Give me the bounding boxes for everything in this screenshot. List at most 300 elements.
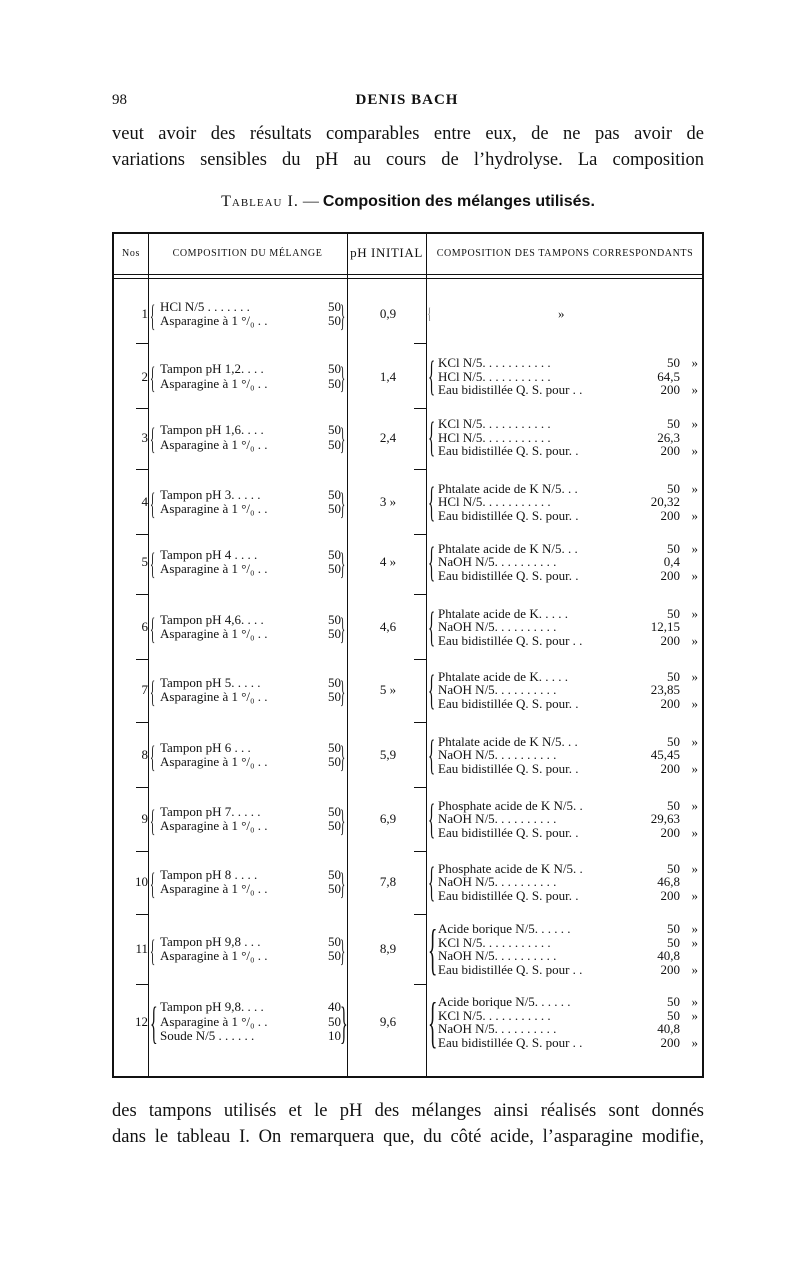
buffer-label: NaOH N/5. . . . . . . . . . xyxy=(438,747,557,763)
buffer-composition xyxy=(438,482,702,523)
table-row xyxy=(114,349,702,404)
buffer-value: 23,85 xyxy=(650,682,680,698)
table-row xyxy=(114,410,702,465)
brace-mark: } xyxy=(340,802,346,838)
brace-mark: } xyxy=(340,421,346,456)
buffer-line xyxy=(438,862,702,876)
buffer-line xyxy=(438,812,702,826)
buffer-value: 200 xyxy=(660,1034,680,1050)
buffer-value: 50 xyxy=(667,480,680,496)
buffer-line xyxy=(438,799,702,813)
mixture-line xyxy=(160,882,345,897)
row-number: 1 xyxy=(141,306,148,321)
brace-mark: { xyxy=(150,673,156,709)
buffer-composition xyxy=(438,356,702,397)
buffer-value: 50 xyxy=(667,994,680,1009)
row-separator xyxy=(136,343,148,344)
buffer-unit: » xyxy=(691,797,698,813)
row-separator xyxy=(414,408,426,409)
buffer-label: Acide borique N/5. . . . . . xyxy=(438,994,571,1009)
mixture-label: Tampon pH 3. . . . . xyxy=(160,486,261,502)
row-separator xyxy=(136,914,148,915)
buffer-unit: » xyxy=(691,1007,698,1023)
text-line: veut avoir des résultats comparables entre eux, de ne pas avoir de xyxy=(112,124,704,144)
mixture-label: Asparagine à 1 °/₀ . . xyxy=(160,948,268,963)
buffer-value: 12,15 xyxy=(650,619,680,635)
mixture-quantity: 50 xyxy=(328,818,341,833)
running-head: DENIS BACH xyxy=(355,92,459,108)
buffer-unit: » xyxy=(691,824,698,840)
brace-mark: { xyxy=(150,297,156,333)
brace-mark: } xyxy=(340,738,346,774)
mixture-composition xyxy=(160,297,346,333)
initial-ph: 4,6 xyxy=(379,619,397,634)
mixture-quantity: 50 xyxy=(328,422,341,437)
brace-mark: { xyxy=(150,360,156,395)
mixture-label: Tampon pH 6 . . . xyxy=(160,739,251,755)
row-separator xyxy=(136,469,148,470)
row-number: 9 xyxy=(141,811,148,826)
row-separator xyxy=(414,984,426,985)
table-row xyxy=(114,918,702,980)
buffer-value: 200 xyxy=(660,824,680,840)
mixture-line xyxy=(160,1029,345,1044)
buffer-label: HCl N/5. . . . . . . . . . . xyxy=(438,494,551,510)
buffer-unit: » xyxy=(691,921,698,936)
buffer-label: Eau bidistillée Q. S. pour. . xyxy=(438,887,579,903)
buffer-line xyxy=(438,683,702,697)
buffer-label: NaOH N/5. . . . . . . . . . xyxy=(438,554,557,570)
mixture-line xyxy=(160,438,345,453)
buffer-value: 200 xyxy=(660,507,680,523)
buffer-label: Eau bidistillée Q. S. pour. . xyxy=(438,507,579,523)
brace-mark: } xyxy=(340,673,346,709)
buffer-value: 40,8 xyxy=(657,1021,680,1036)
brace-mark: { xyxy=(428,919,438,981)
buffer-unit: » xyxy=(691,382,698,398)
brace-mark: } xyxy=(340,485,346,521)
mixture-quantity: 50 xyxy=(328,313,341,328)
buffer-line xyxy=(438,509,702,523)
mixture-line xyxy=(160,868,345,883)
mixture-line xyxy=(160,502,345,517)
mixture-composition xyxy=(160,1000,345,1044)
initial-ph: 6,9 xyxy=(379,811,397,826)
buffer-value: 26,3 xyxy=(657,429,680,445)
initial-ph: 7,8 xyxy=(379,874,397,889)
mixture-line xyxy=(160,1000,345,1015)
buffer-unit: » xyxy=(691,605,698,621)
buffer-line xyxy=(438,1009,702,1023)
buffer-label: Eau bidistillée Q. S. pour. . xyxy=(438,567,579,583)
buffer-unit: » xyxy=(691,934,698,950)
composition-table xyxy=(112,232,704,1078)
buffer-value: 50 xyxy=(667,668,680,684)
mixture-line xyxy=(160,1015,345,1030)
buffer-value: 50 xyxy=(667,540,680,556)
buffer-value: 200 xyxy=(660,695,680,711)
mixture-label: Soude N/5 . . . . . . xyxy=(160,1028,255,1044)
brace-mark: { xyxy=(150,802,156,838)
buffer-line xyxy=(438,307,702,321)
mixture-line xyxy=(160,805,345,820)
mixture-line xyxy=(160,377,345,392)
buffer-composition xyxy=(438,995,702,1049)
buffer-line xyxy=(438,762,702,776)
header-buffers: COMPOSITION DES TAMPONS CORRESPONDANTS xyxy=(436,248,694,259)
brace-mark: { xyxy=(150,738,156,774)
buffer-line xyxy=(438,482,702,496)
intro-paragraph xyxy=(112,121,704,173)
mixture-composition xyxy=(160,485,346,521)
row-number: 11 xyxy=(135,941,148,956)
buffer-label: NaOH N/5. . . . . . . . . . xyxy=(438,874,557,890)
table-row xyxy=(114,986,702,1058)
row-number: 4 xyxy=(141,494,148,509)
brace-mark: } xyxy=(340,297,346,333)
buffer-line xyxy=(438,444,702,458)
buffer-value: 50 xyxy=(667,733,680,749)
mixture-quantity: 50 xyxy=(328,754,341,769)
buffer-line xyxy=(438,417,702,431)
buffer-line xyxy=(438,995,702,1009)
table-row xyxy=(114,662,702,718)
table-row xyxy=(114,289,702,339)
buffer-line xyxy=(438,949,702,963)
buffer-label: » xyxy=(558,306,565,322)
mixture-line xyxy=(160,613,345,628)
buffer-value: 200 xyxy=(660,382,680,398)
row-number: 7 xyxy=(141,682,148,697)
buffer-composition xyxy=(438,735,702,776)
buffer-label: KCl N/5. . . . . . . . . . . xyxy=(438,934,551,950)
row-separator xyxy=(136,722,148,723)
buffer-line xyxy=(438,735,702,749)
mixture-quantity: 50 xyxy=(328,546,341,562)
mixture-label: Asparagine à 1 °/₀ . . xyxy=(160,1013,268,1029)
row-separator xyxy=(414,594,426,595)
brace-mark: { xyxy=(428,992,438,1054)
row-separator xyxy=(414,343,426,344)
row-separator xyxy=(136,659,148,660)
buffer-line xyxy=(438,697,702,711)
mixture-quantity: 50 xyxy=(328,561,341,576)
mixture-quantity: 50 xyxy=(328,298,341,314)
brace-mark: } xyxy=(340,545,346,581)
page-number: 98 xyxy=(112,92,127,108)
header-number: Nos xyxy=(122,248,140,259)
mixture-label: Tampon pH 1,2. . . . xyxy=(160,361,264,376)
mixture-line xyxy=(160,741,345,756)
initial-ph: 5 » xyxy=(379,682,397,697)
brace-mark: { xyxy=(428,666,436,714)
buffer-value: 45,45 xyxy=(650,747,680,763)
buffer-value: 200 xyxy=(660,567,680,583)
buffer-unit: » xyxy=(691,443,698,459)
header-rule xyxy=(114,278,702,279)
buffer-unit: » xyxy=(691,961,698,977)
brace-mark: { xyxy=(150,932,156,968)
mixture-quantity: 10 xyxy=(328,1028,341,1044)
mixture-quantity: 50 xyxy=(328,739,341,755)
mixture-line xyxy=(160,423,345,438)
buffer-unit: » xyxy=(691,860,698,876)
mixture-quantity: 50 xyxy=(328,361,341,376)
caption-label: Tableau I. xyxy=(221,193,299,210)
buffer-value: 200 xyxy=(660,632,680,648)
buffer-line xyxy=(438,670,702,684)
buffer-unit: » xyxy=(691,480,698,496)
mixture-label: Tampon pH 9,8 . . . xyxy=(160,933,261,949)
buffer-value: 40,8 xyxy=(657,948,680,963)
row-number: 6 xyxy=(141,619,148,634)
buffer-unit: » xyxy=(691,668,698,684)
brace-mark: { xyxy=(150,865,156,901)
buffer-label: NaOH N/5. . . . . . . . . . xyxy=(438,811,557,827)
initial-ph: 0,9 xyxy=(379,306,397,321)
buffer-label: KCl N/5. . . . . . . . . . . xyxy=(438,1007,551,1023)
buffer-line xyxy=(438,542,702,556)
initial-ph: 1,4 xyxy=(379,368,397,384)
buffer-label: Eau bidistillée Q. S. pour. . xyxy=(438,443,579,459)
buffer-label: NaOH N/5. . . . . . . . . . xyxy=(438,948,557,963)
row-number: 2 xyxy=(141,368,148,384)
buffer-line xyxy=(438,826,702,840)
table-row xyxy=(114,474,702,530)
row-separator xyxy=(414,787,426,788)
buffer-label: HCl N/5. . . . . . . . . . . xyxy=(438,368,551,384)
mixture-label: Asparagine à 1 °/₀ . . xyxy=(160,561,268,576)
buffer-line xyxy=(438,383,702,397)
buffer-value: 50 xyxy=(667,934,680,950)
brace-mark: { xyxy=(428,414,436,462)
buffer-composition xyxy=(438,799,702,840)
brace-mark: { xyxy=(428,731,436,779)
brace-mark: } xyxy=(340,997,348,1049)
buffer-unit: » xyxy=(691,994,698,1009)
mixture-line xyxy=(160,362,345,377)
buffer-unit: » xyxy=(691,632,698,648)
buffer-unit: » xyxy=(691,416,698,432)
brace-mark: { xyxy=(150,545,156,581)
row-number: 12 xyxy=(135,1014,148,1029)
initial-ph: 2,4 xyxy=(379,429,397,445)
mixture-line xyxy=(160,949,345,964)
buffer-line xyxy=(438,748,702,762)
buffer-value: 200 xyxy=(660,443,680,459)
mixture-composition xyxy=(160,421,346,456)
buffer-composition xyxy=(438,542,702,583)
mixture-composition xyxy=(160,545,346,581)
row-separator xyxy=(136,851,148,852)
buffer-value: 200 xyxy=(660,760,680,776)
mixture-label: Tampon pH 4 . . . . xyxy=(160,546,258,562)
page-header xyxy=(112,92,702,114)
buffer-value: 50 xyxy=(667,605,680,621)
buffer-value: 50 xyxy=(667,416,680,432)
buffer-label: KCl N/5. . . . . . . . . . . xyxy=(438,355,551,371)
buffer-line xyxy=(438,1036,702,1050)
mixture-label: Tampon pH 8 . . . . xyxy=(160,866,258,882)
mixture-label: Tampon pH 4,6. . . . xyxy=(160,611,264,627)
brace-mark: { xyxy=(428,795,436,843)
mixture-label: Asparagine à 1 °/₀ . . xyxy=(160,313,268,328)
buffer-label: Phtalate acide de K. . . . . xyxy=(438,668,568,684)
buffer-label: Eau bidistillée Q. S. pour. . xyxy=(438,695,579,711)
buffer-composition xyxy=(438,862,702,903)
mixture-composition xyxy=(160,360,346,395)
table-row xyxy=(114,727,702,783)
buffer-composition xyxy=(438,607,702,648)
buffer-unit: » xyxy=(691,507,698,523)
mixture-label: Asparagine à 1 °/₀ . . xyxy=(160,754,268,769)
mixture-composition xyxy=(160,865,346,901)
row-number: 5 xyxy=(141,554,148,569)
buffer-value: 50 xyxy=(667,1007,680,1023)
mixture-composition xyxy=(160,802,346,838)
mixture-line xyxy=(160,755,345,770)
text-line: dans le tableau I. On remarquera que, du côté acide, l’asparagine modifie, xyxy=(112,1127,704,1147)
buffer-line xyxy=(438,963,702,977)
mixture-quantity: 50 xyxy=(328,933,341,949)
buffer-label: NaOH N/5. . . . . . . . . . xyxy=(438,1021,557,1036)
mixture-quantity: 50 xyxy=(328,689,341,704)
mixture-label: Asparagine à 1 °/₀ . . xyxy=(160,689,268,704)
buffer-line xyxy=(438,875,702,889)
mixture-line xyxy=(160,935,345,950)
initial-ph: 4 » xyxy=(379,554,397,569)
header-mixture: COMPOSITION DU MÉLANGE xyxy=(172,248,323,259)
buffer-label: Phtalate acide de K N/5. . . xyxy=(438,480,578,496)
row-separator xyxy=(136,408,148,409)
brace-mark: { xyxy=(428,306,431,324)
buffer-label: Phtalate acide de K N/5. . . xyxy=(438,733,578,749)
buffer-value: 46,8 xyxy=(657,874,680,890)
mixture-quantity: 50 xyxy=(328,611,341,627)
brace-mark: { xyxy=(428,603,436,651)
table-caption xyxy=(112,193,704,211)
mixture-label: Tampon pH 1,6. . . . xyxy=(160,422,264,437)
brace-mark: { xyxy=(428,353,436,401)
buffer-line xyxy=(438,620,702,634)
buffer-label: KCl N/5. . . . . . . . . . . xyxy=(438,416,551,432)
buffer-composition xyxy=(438,307,702,321)
buffer-unit: » xyxy=(691,1034,698,1050)
mixture-composition xyxy=(160,610,346,646)
header-ph: pH INITIAL xyxy=(350,245,423,260)
initial-ph: 8,9 xyxy=(379,941,397,956)
mixture-quantity: 50 xyxy=(328,674,341,690)
buffer-line xyxy=(438,936,702,950)
buffer-line xyxy=(438,356,702,370)
buffer-label: NaOH N/5. . . . . . . . . . xyxy=(438,682,557,698)
initial-ph: 3 » xyxy=(379,494,397,509)
mixture-line xyxy=(160,819,345,834)
row-separator xyxy=(136,787,148,788)
buffer-label: Eau bidistillée Q. S. pour . . xyxy=(438,1034,583,1050)
buffer-label: NaOH N/5. . . . . . . . . . xyxy=(438,619,557,635)
buffer-line xyxy=(438,569,702,583)
buffer-label: Eau bidistillée Q. S. pour . . xyxy=(438,632,583,648)
row-separator xyxy=(414,469,426,470)
brace-mark: { xyxy=(150,485,156,521)
buffer-value: 20,32 xyxy=(650,494,680,510)
buffer-line xyxy=(438,370,702,384)
buffer-unit: » xyxy=(691,887,698,903)
table-row xyxy=(114,599,702,655)
buffer-line xyxy=(438,495,702,509)
brace-mark: { xyxy=(150,997,158,1049)
mixture-label: Asparagine à 1 °/₀ . . xyxy=(160,375,268,391)
mixture-composition xyxy=(160,738,346,774)
brace-mark: } xyxy=(340,610,346,646)
mixture-quantity: 50 xyxy=(328,375,341,391)
buffer-unit: » xyxy=(691,695,698,711)
table-row xyxy=(114,534,702,590)
buffer-value: 50 xyxy=(667,355,680,371)
brace-mark: { xyxy=(428,858,436,906)
buffer-unit: » xyxy=(691,760,698,776)
brace-mark: { xyxy=(150,421,156,456)
buffer-label: Phosphate acide de K N/5. . xyxy=(438,797,583,813)
mixture-composition xyxy=(160,673,346,709)
buffer-composition xyxy=(438,417,702,458)
row-separator xyxy=(414,722,426,723)
mixture-quantity: 50 xyxy=(328,1013,341,1029)
mixture-label: Asparagine à 1 °/₀ . . xyxy=(160,626,268,641)
buffer-label: Eau bidistillée Q. S. pour . . xyxy=(438,382,583,398)
mixture-line xyxy=(160,314,345,329)
buffer-label: Phtalate acide de K N/5. . . xyxy=(438,540,578,556)
brace-mark: { xyxy=(428,478,436,526)
mixture-line xyxy=(160,690,345,705)
buffer-composition xyxy=(438,922,702,976)
mixture-label: Tampon pH 5. . . . . xyxy=(160,674,261,690)
mixture-line xyxy=(160,676,345,691)
buffer-line xyxy=(438,431,702,445)
mixture-line xyxy=(160,488,345,503)
buffer-value: 64,5 xyxy=(657,368,680,384)
buffer-value: 29,63 xyxy=(650,811,680,827)
mixture-label: Tampon pH 9,8. . . . xyxy=(160,999,264,1015)
table-row xyxy=(114,854,702,910)
outro-paragraph xyxy=(112,1098,704,1150)
brace-mark: } xyxy=(340,865,346,901)
mixture-quantity: 40 xyxy=(328,999,341,1015)
mixture-label: Asparagine à 1 °/₀ . . xyxy=(160,881,268,896)
row-separator xyxy=(414,659,426,660)
buffer-label: Eau bidistillée Q. S. pour. . xyxy=(438,760,579,776)
buffer-unit: » xyxy=(691,540,698,556)
buffer-line xyxy=(438,889,702,903)
buffer-label: Eau bidistillée Q. S. pour . . xyxy=(438,961,583,977)
brace-mark: } xyxy=(340,360,346,395)
mixture-label: Tampon pH 7. . . . . xyxy=(160,803,261,819)
row-number: 10 xyxy=(135,874,148,889)
initial-ph: 9,6 xyxy=(379,1014,397,1029)
text-line: des tampons utilisés et le pH des mélanges ainsi réalisés sont donnés xyxy=(112,1101,704,1121)
mixture-quantity: 50 xyxy=(328,436,341,452)
row-separator xyxy=(136,984,148,985)
buffer-value: 50 xyxy=(667,860,680,876)
mixture-quantity: 50 xyxy=(328,486,341,502)
buffer-label: Phosphate acide de K N/5. . xyxy=(438,860,583,876)
caption-separator: — xyxy=(302,193,319,210)
mixture-quantity: 50 xyxy=(328,881,341,896)
buffer-unit: » xyxy=(691,355,698,371)
buffer-value: 50 xyxy=(667,921,680,936)
row-separator xyxy=(136,594,148,595)
